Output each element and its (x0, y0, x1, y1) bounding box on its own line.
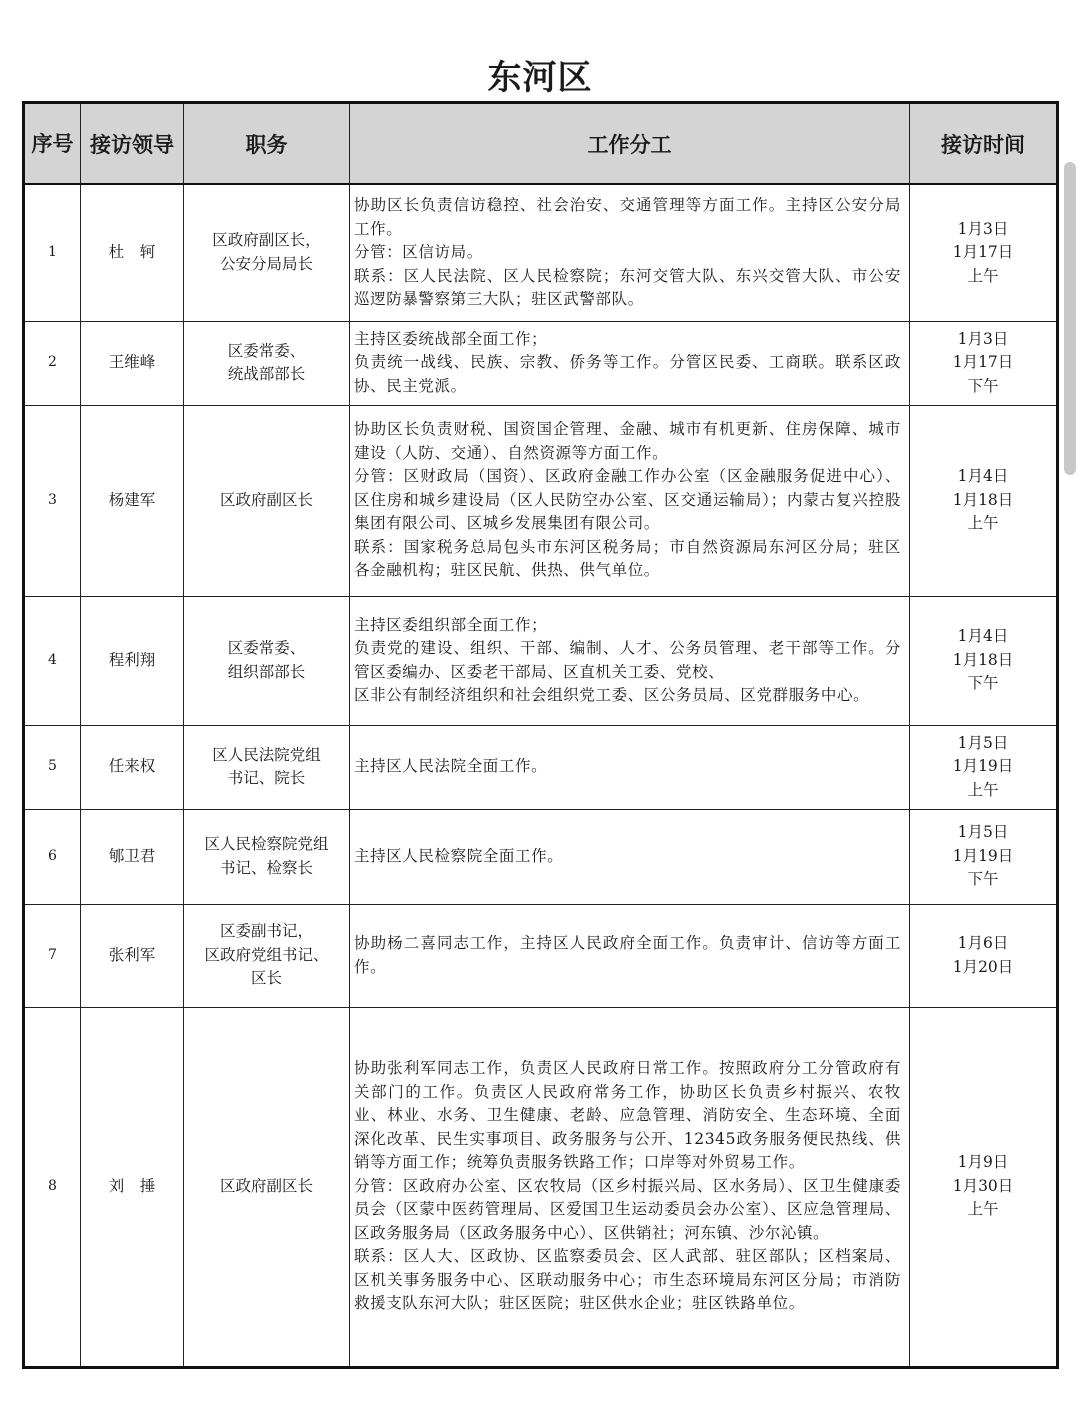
header-seq: 序号 (24, 103, 81, 185)
row-leader: 任来权 (81, 725, 184, 809)
row-work: 协助区长负责财税、国资国企管理、金融、城市有机更新、住房保障、城市建设（人防、交通）、自然资源等方面工作。 分管：区财政局（国资）、区政府金融工作办公室（区金融服务促进中心）、区住房和城乡建设局（区人民防空办公室、区交通运输局）；内蒙古复兴控股集团有限公司、区城乡发展集团有限公司。 联系：国家税务总局包头市东河区税务局；市自然资源局东河区分局；驻区各金融机构；驻区民航、供热、供气单位。 (350, 405, 910, 596)
row-work: 协助杨二喜同志工作，主持区人民政府全面工作。负责审计、信访等方面工作。 (350, 904, 910, 1007)
row-seq: 3 (24, 405, 81, 596)
row-leader: 刘 捶 (81, 1007, 184, 1367)
row-leader: 郇卫君 (81, 809, 184, 904)
row-duty: 区政府副区长 (184, 405, 350, 596)
row-seq: 6 (24, 809, 81, 904)
table-row (24, 184, 1058, 321)
header-duty: 职务 (184, 103, 350, 185)
row-seq: 1 (24, 184, 81, 321)
table-row (24, 321, 1058, 405)
row-work: 主持区委组织部全面工作； 负责党的建设、组织、干部、编制、人才、公务员管理、老干部等工作。分管区委编办、区委老干部局、区直机关工委、党校、 区非公有制经济组织和社会组织党工委、区公务员局、区党群服务中心。 (350, 596, 910, 725)
row-work: 主持区委统战部全面工作； 负责统一战线、民族、宗教、侨务等工作。分管区民委、工商联。联系区政协、民主党派。 (350, 321, 910, 405)
row-leader: 杨建军 (81, 405, 184, 596)
page-title: 东河区 (487, 58, 593, 98)
row-leader: 程利翔 (81, 596, 184, 725)
row-leader: 王维峰 (81, 321, 184, 405)
row-time: 1月6日 1月20日 (910, 904, 1058, 1007)
table-row (24, 405, 1058, 596)
reception-schedule-table (22, 101, 1059, 1369)
header-leader: 接访领导 (81, 103, 184, 185)
row-duty: 区政府副区长 (184, 1007, 350, 1367)
row-seq: 2 (24, 321, 81, 405)
row-seq: 8 (24, 1007, 81, 1367)
row-duty: 区委常委、 统战部部长 (184, 321, 350, 405)
row-work: 协助张利军同志工作，负责区人民政府日常工作。按照政府分工分管政府有关部门的工作。负责区人民政府常务工作，协助区长负责乡村振兴、农牧业、林业、水务、卫生健康、老龄、应急管理、消防安全、生态环境、全面深化改革、民生实事项目、政务服务与公开、12345政务服务便民热线、供销等方面工作；统筹负责服务铁路工作；口岸等对外贸易工作。 分管：区政府办公室、区农牧局（区乡村振兴局、区水务局）、区卫生健康委员会（区蒙中医药管理局、区爱国卫生运动委员会办公室）、区应急管理局、区政务服务局（区政务服务中心）、区供销社；河东镇、沙尔沁镇。 联系：区人大、区政协、区监察委员会、区人武部、驻区部队；区档案局、区机关事务服务中心、区联动服务中心；市生态环境局东河区分局；市消防救援支队东河大队；驻区医院；驻区供水企业；驻区铁路单位。 (350, 1007, 910, 1367)
table-row (24, 596, 1058, 725)
row-seq: 4 (24, 596, 81, 725)
row-time: 1月9日 1月30日 上午 (910, 1007, 1058, 1367)
row-time: 1月4日 1月18日 上午 (910, 405, 1058, 596)
row-work: 主持区人民法院全面工作。 (350, 725, 910, 809)
table-row (24, 904, 1058, 1007)
row-seq: 7 (24, 904, 81, 1007)
table-row (24, 809, 1058, 904)
vertical-scrollbar[interactable] (1064, 162, 1076, 475)
row-leader: 杜 轲 (81, 184, 184, 321)
row-work: 主持区人民检察院全面工作。 (350, 809, 910, 904)
row-time: 1月3日 1月17日 下午 (910, 321, 1058, 405)
row-time: 1月5日 1月19日 下午 (910, 809, 1058, 904)
row-duty: 区人民法院党组 书记、院长 (184, 725, 350, 809)
row-duty: 区政府副区长， 公安分局局长 (184, 184, 350, 321)
row-time: 1月5日 1月19日 上午 (910, 725, 1058, 809)
header-work: 工作分工 (350, 103, 910, 185)
row-time: 1月3日 1月17日 上午 (910, 184, 1058, 321)
row-leader: 张利军 (81, 904, 184, 1007)
row-seq: 5 (24, 725, 81, 809)
table-header-row (24, 103, 1058, 185)
row-duty: 区人民检察院党组 书记、检察长 (184, 809, 350, 904)
row-duty: 区委常委、 组织部部长 (184, 596, 350, 725)
row-time: 1月4日 1月18日 下午 (910, 596, 1058, 725)
row-work: 协助区长负责信访稳控、社会治安、交通管理等方面工作。主持区公安分局工作。 分管：区信访局。 联系：区人民法院、区人民检察院；东河交管大队、东兴交管大队、市公安巡逻防暴警察第三大队；驻区武警部队。 (350, 184, 910, 321)
header-time: 接访时间 (910, 103, 1058, 185)
row-duty: 区委副书记， 区政府党组书记、 区长 (184, 904, 350, 1007)
table-row (24, 1007, 1058, 1367)
table-row (24, 725, 1058, 809)
